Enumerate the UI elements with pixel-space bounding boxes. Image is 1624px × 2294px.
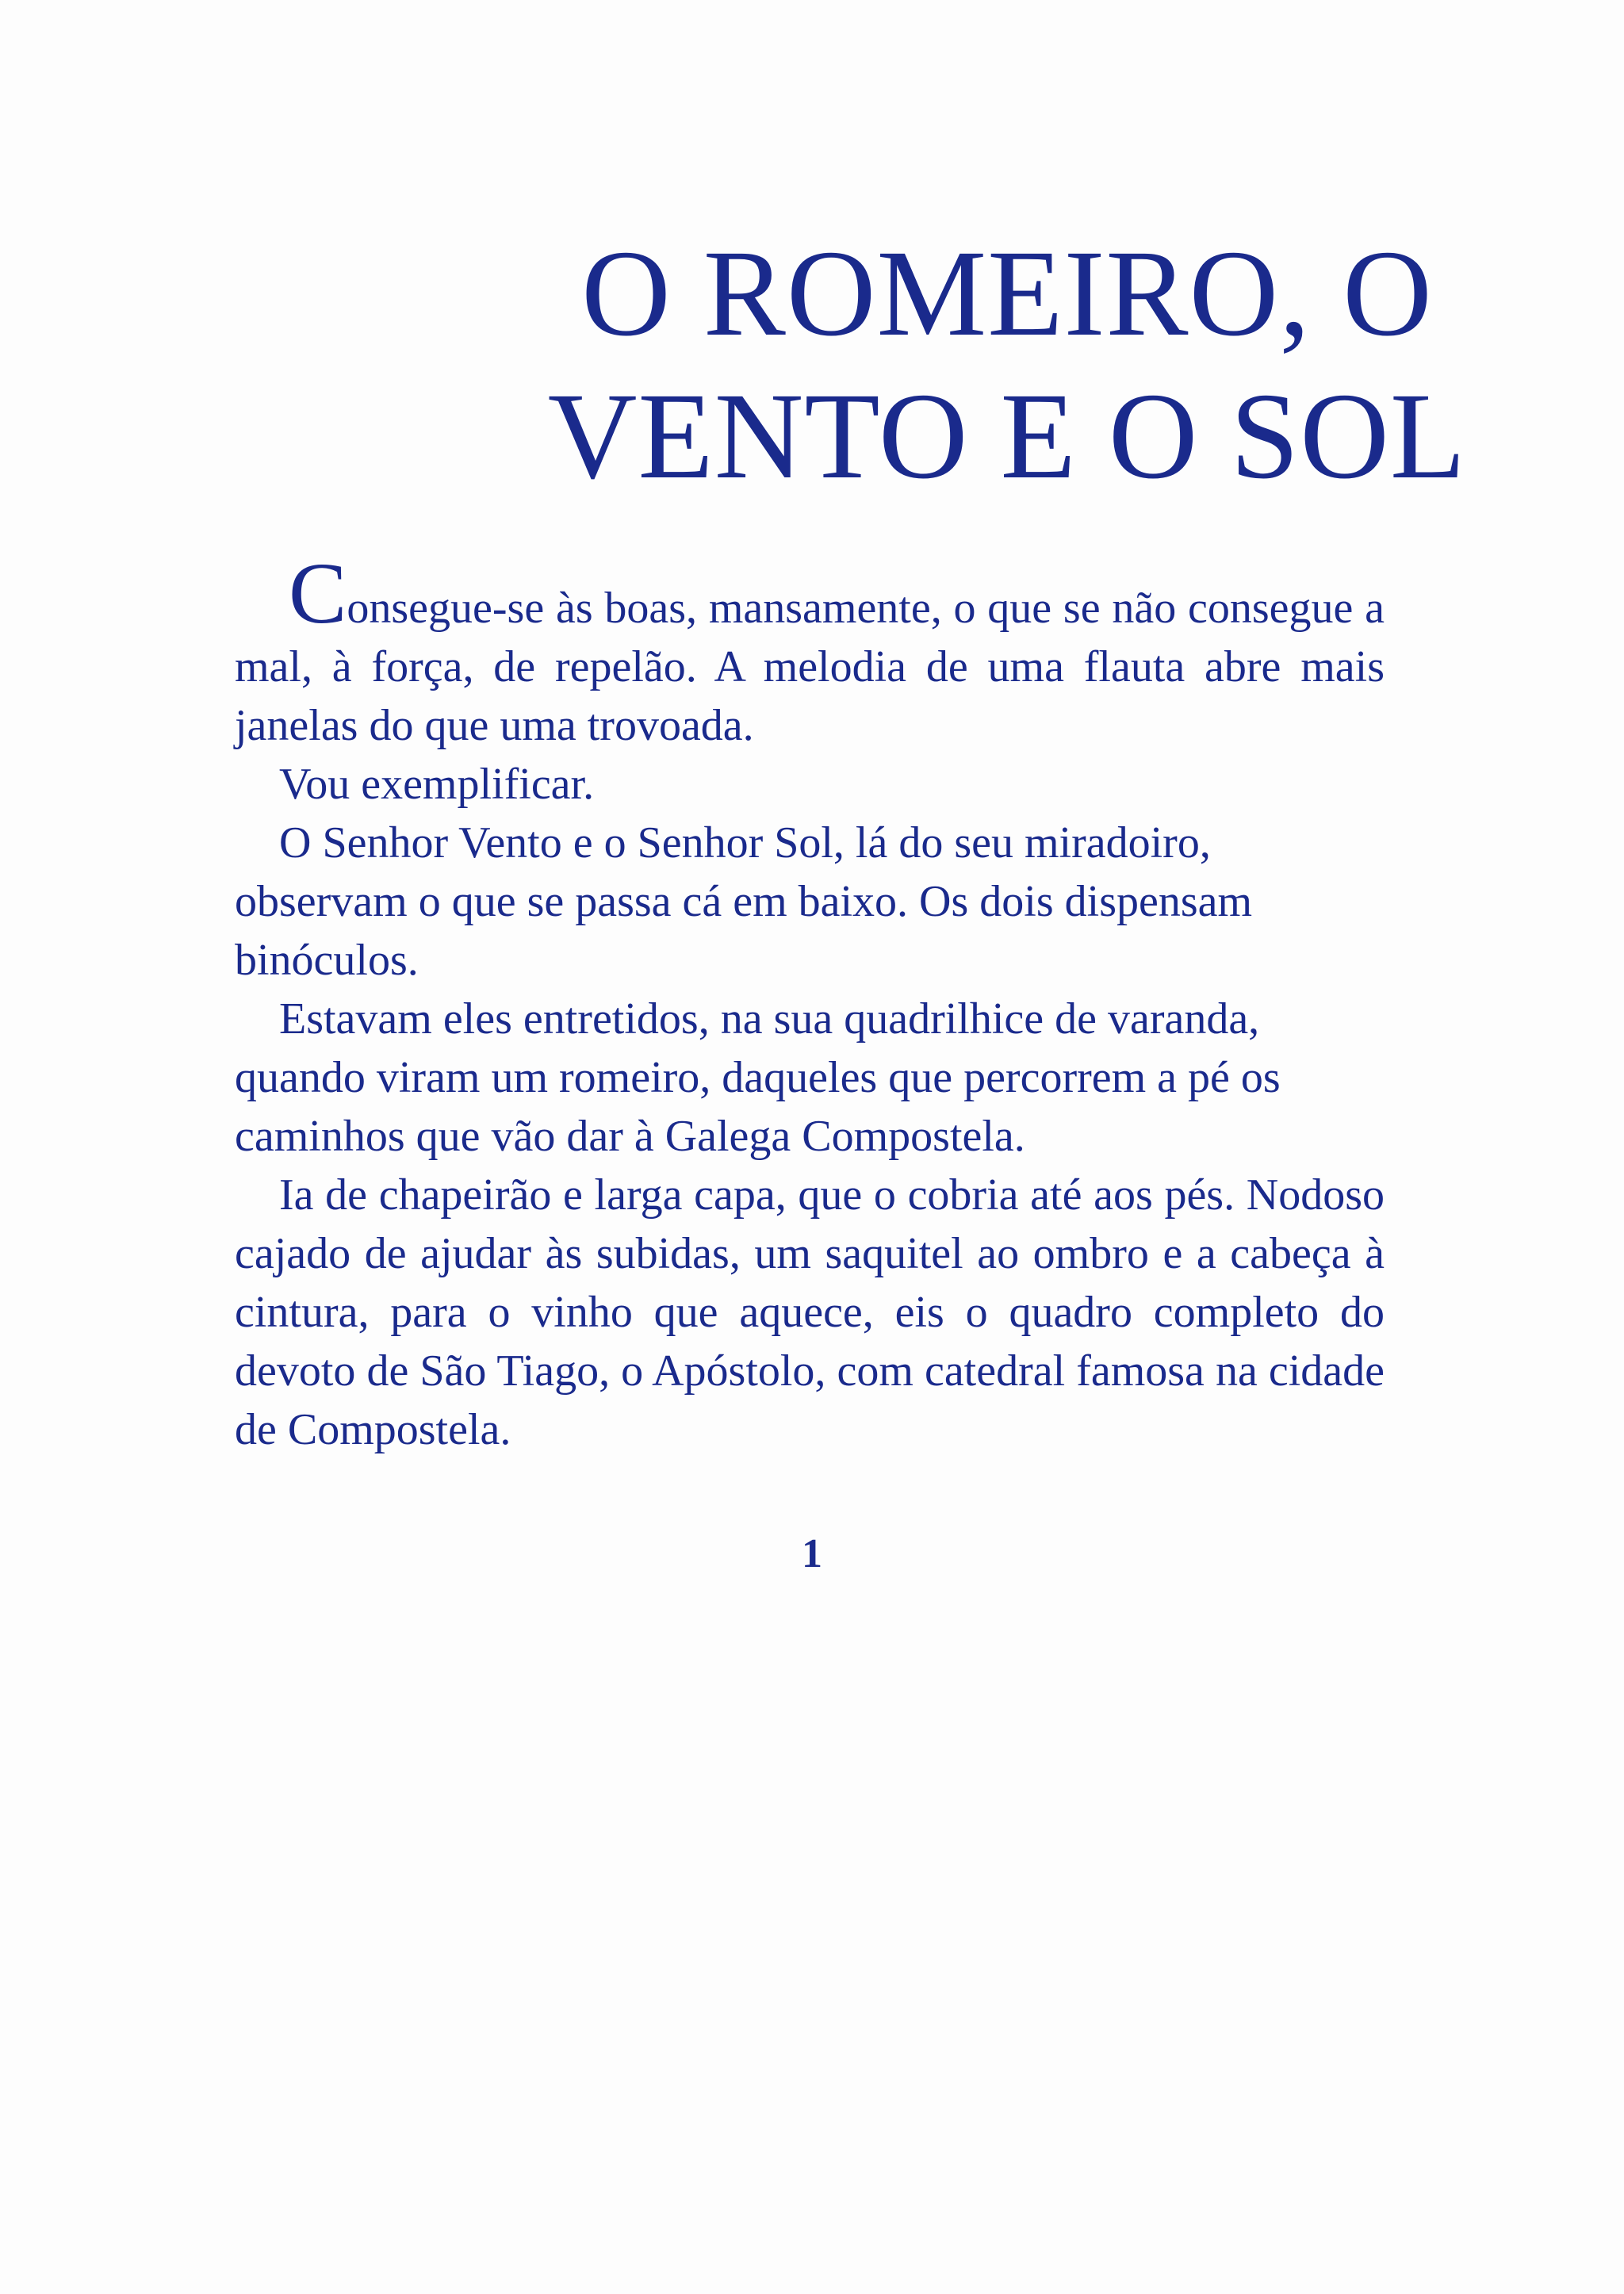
- page-title: [508, 222, 1507, 507]
- story-body: [235, 545, 1385, 1459]
- paragraph-2: Vou exemplificar.: [279, 760, 595, 809]
- paragraph-4: Estavam eles entretidos, na sua quadrilhice de varanda, quando viram um romeiro, daqueles que percorrem a pé os caminhos que vão dar à Galega Compostela.: [235, 994, 1281, 1161]
- title-line-1: O ROMEIRO, O: [581, 224, 1433, 362]
- paragraph-3: O Senhor Vento e o Senhor Sol, lá do seu miradoiro, observam o que se passa cá em baixo. Os dois dispensam binóculos.: [235, 818, 1253, 985]
- page-number: 1: [802, 1531, 822, 1576]
- title-line-2: VENTO E O SOL: [547, 367, 1467, 504]
- paragraph-1-text: onsegue-se às boas, mansamente, o que se não consegue a mal, à força, de repelão. A melodia de uma flauta abre mais janelas do que uma trovoada.: [235, 584, 1385, 750]
- paragraph-5: Ia de chapeirão e larga capa, que o cobria até aos pés. Nodoso cajado de ajudar às subidas, um saquitel ao ombro e a cabeça à cintura, para o vinho que aquece, eis o quadro completo do devoto de São Tiago, o Apóstolo, com catedral famosa na cidade de Compostela.: [235, 1170, 1385, 1454]
- drop-cap: C: [289, 545, 347, 641]
- paragraph-1: [235, 545, 1385, 755]
